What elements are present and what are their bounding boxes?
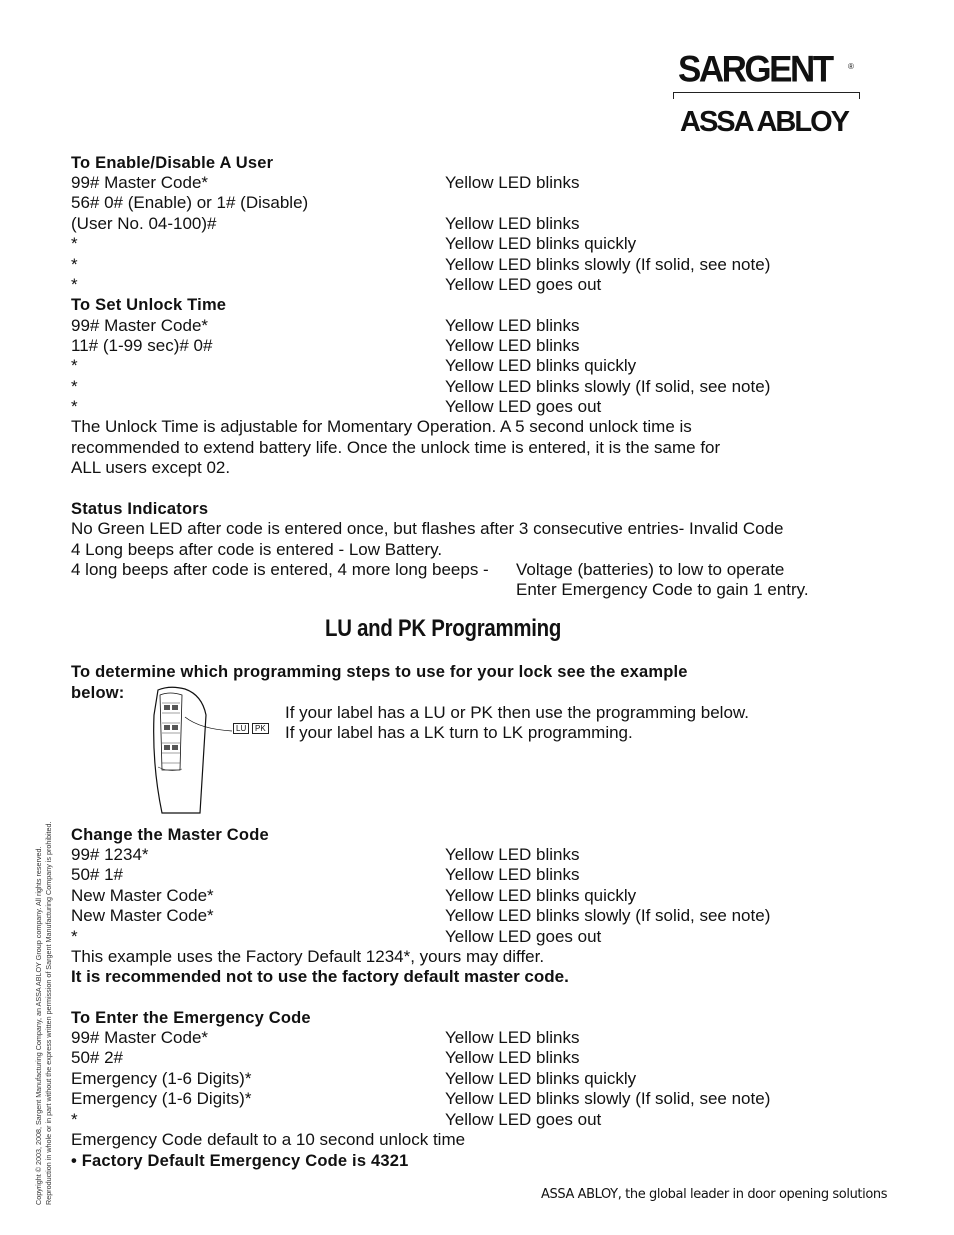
- logo-reg-mark: ®: [848, 62, 854, 71]
- emergency-step-result: Yellow LED blinks: [445, 1028, 580, 1047]
- master-code-step-result: Yellow LED blinks slowly (If solid, see note): [445, 906, 771, 926]
- master-code-step-result: Yellow LED blinks: [445, 865, 580, 885]
- enable-user-step-result: Yellow LED blinks: [445, 173, 580, 192]
- enable-user-step-input: *: [71, 234, 78, 254]
- master-code-heading: Change the Master Code: [71, 826, 269, 844]
- unlock-note-line-3: ALL users except 02.: [71, 458, 231, 477]
- lu-pk-intro-line-2: below:: [71, 684, 125, 702]
- unlock-time-step-result: Yellow LED blinks quickly: [445, 356, 637, 376]
- enable-user-step-input: 56# 0# (Enable) or 1# (Disable): [71, 193, 309, 213]
- master-code-step-input: 50# 1#: [71, 865, 123, 885]
- sargent-logo: [678, 50, 863, 140]
- enable-user-step-result: Yellow LED blinks quickly: [445, 234, 637, 254]
- enable-user-step-input: *: [71, 254, 78, 274]
- unlock-time-step-result: Yellow LED blinks slowly (If solid, see note): [445, 376, 771, 396]
- lu-pk-intro-line-1: To determine which programming steps to use for your lock see the example: [71, 663, 688, 681]
- enable-user-step-result: Yellow LED blinks: [445, 213, 580, 233]
- status-heading: Status Indicators: [71, 500, 209, 518]
- emergency-step-input: Emergency (1-6 Digits)*: [71, 1068, 252, 1088]
- logo-bracket: [673, 92, 860, 99]
- unlock-time-step-input: *: [71, 397, 78, 417]
- lock-label-illustration: [140, 685, 280, 815]
- master-code-step-input: New Master Code*: [71, 906, 214, 926]
- status-line-1: No Green LED after code is entered once, but flashes after 3 consecutive entries- Invalid Code: [71, 519, 784, 538]
- enable-user-step-input: *: [71, 275, 78, 294]
- master-code-note: This example uses the Factory Default 1234*, yours may differ.: [71, 947, 545, 966]
- emergency-step-result: Yellow LED blinks quickly: [445, 1068, 637, 1088]
- status-line-3-left: 4 long beeps after code is entered, 4 more long beeps -: [71, 560, 489, 579]
- status-line-3-right: Voltage (batteries) to low to operate: [516, 560, 785, 579]
- footer-tagline: ASSA ABLOY, the global leader in door opening solutions: [541, 1187, 888, 1202]
- emergency-step-result: Yellow LED goes out: [445, 1109, 602, 1129]
- emergency-heading: To Enter the Emergency Code: [71, 1009, 311, 1027]
- unlock-note-line-1: The Unlock Time is adjustable for Momentary Operation. A 5 second unlock time is: [71, 417, 692, 436]
- emergency-note: Emergency Code default to a 10 second unlock time: [71, 1130, 466, 1149]
- master-code-step-input: New Master Code*: [71, 885, 214, 905]
- copyright-line-1: Copyright © 2003, 2008, Sargent Manufacturing Company, an ASSA ABLOY Group company. All rights reserved.: [34, 846, 43, 1205]
- emergency-step-input: 99# Master Code*: [71, 1028, 209, 1047]
- master-code-step-result: Yellow LED goes out: [445, 926, 602, 946]
- enable-user-heading: To Enable/Disable A User: [71, 154, 274, 172]
- lu-tag: LU: [233, 723, 249, 734]
- unlock-time-heading: To Set Unlock Time: [71, 296, 227, 314]
- unlock-note-line-2: recommended to extend battery life. Once the unlock time is entered, it is the same for: [71, 438, 721, 457]
- logo-parent: ASSA ABLOY: [680, 106, 848, 138]
- unlock-time-step-result: Yellow LED goes out: [445, 397, 602, 417]
- status-line-2: 4 Long beeps after code is entered - Low Battery.: [71, 540, 443, 559]
- unlock-time-step-input: *: [71, 376, 78, 396]
- master-code-step-result: Yellow LED blinks: [445, 845, 580, 864]
- logo-brand: SARGENT: [678, 49, 832, 90]
- emergency-step-input: 50# 2#: [71, 1048, 123, 1068]
- lock-drawing-icon: [140, 685, 280, 815]
- master-code-step-input: 99# 1234*: [71, 845, 149, 864]
- enable-user-step-result: Yellow LED goes out: [445, 275, 602, 294]
- copyright-notice: [34, 785, 54, 1205]
- lu-pk-desc-line-1: If your label has a LU or PK then use the programming below.: [285, 703, 749, 722]
- copyright-line-2: Reproduction in whole or in part without the express written permission of Sargent Manufacturing Company is prohibited.: [44, 821, 53, 1205]
- enable-user-step-input: (User No. 04-100)#: [71, 213, 217, 233]
- enable-user-step-result: Yellow LED blinks slowly (If solid, see note): [445, 254, 771, 274]
- emergency-step-result: Yellow LED blinks: [445, 1048, 580, 1068]
- emergency-factory-default: • Factory Default Emergency Code is 4321: [71, 1152, 409, 1170]
- unlock-time-step-result: Yellow LED blinks: [445, 335, 580, 355]
- emergency-step-input: Emergency (1-6 Digits)*: [71, 1089, 252, 1109]
- unlock-time-step-input: 99# Master Code*: [71, 315, 209, 335]
- master-code-step-input: *: [71, 926, 78, 946]
- unlock-time-step-result: Yellow LED blinks: [445, 315, 580, 335]
- lu-pk-title: LU and PK Programming: [325, 615, 562, 642]
- unlock-time-step-input: *: [71, 356, 78, 376]
- enable-user-step-input: 99# Master Code*: [71, 173, 209, 192]
- emergency-step-result: Yellow LED blinks slowly (If solid, see note): [445, 1089, 771, 1109]
- master-code-step-result: Yellow LED blinks quickly: [445, 885, 637, 905]
- lu-pk-desc-line-2: If your label has a LK turn to LK programming.: [285, 723, 633, 742]
- unlock-time-step-input: 11# (1-99 sec)# 0#: [71, 335, 213, 355]
- master-code-warning: It is recommended not to use the factory default master code.: [71, 967, 569, 986]
- pk-tag: PK: [252, 723, 269, 734]
- emergency-step-input: *: [71, 1109, 78, 1129]
- status-line-4-right: Enter Emergency Code to gain 1 entry.: [516, 580, 809, 599]
